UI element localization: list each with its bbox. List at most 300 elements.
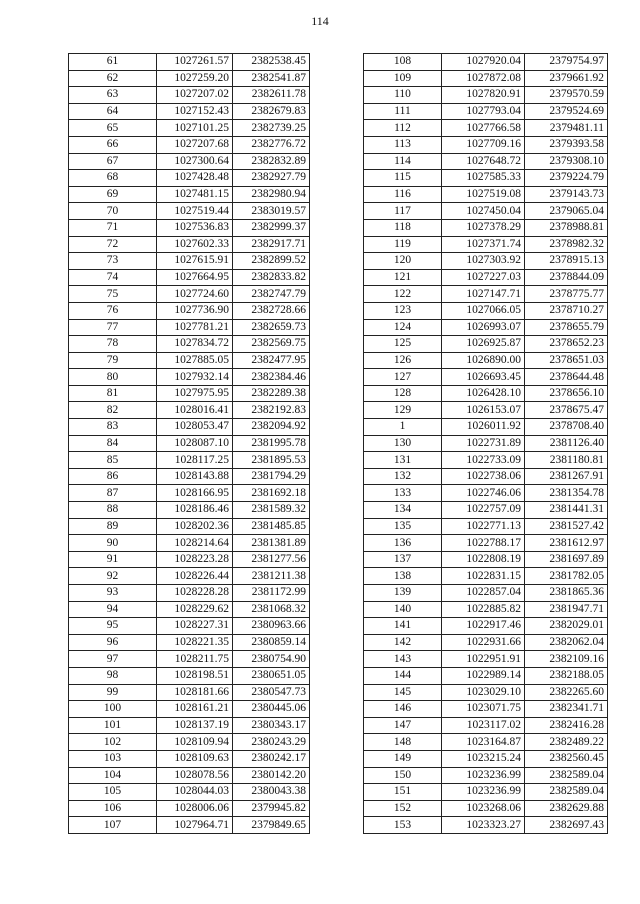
point-number-cell: 70 <box>69 203 157 220</box>
table-row <box>364 153 608 170</box>
y-coordinate-cell: 2380043.38 <box>233 784 310 801</box>
point-number-cell: 75 <box>69 286 157 303</box>
point-number-cell: 108 <box>364 54 442 71</box>
x-coordinate-cell: 1028053.47 <box>157 419 233 436</box>
x-coordinate-cell: 1026693.45 <box>442 369 525 386</box>
x-coordinate-cell: 1022831.15 <box>442 568 525 585</box>
table-row <box>364 402 608 419</box>
x-coordinate-cell: 1027820.91 <box>442 87 525 104</box>
y-coordinate-cell: 2381485.85 <box>233 518 310 535</box>
x-coordinate-cell: 1022738.06 <box>442 468 525 485</box>
table-row <box>69 601 310 618</box>
page-number: 114 <box>311 14 329 28</box>
y-coordinate-cell: 2382489.22 <box>525 734 608 751</box>
y-coordinate-cell: 2382739.25 <box>233 120 310 137</box>
table-row <box>69 452 310 469</box>
table-row <box>364 817 608 834</box>
table-row <box>364 87 608 104</box>
point-number-cell: 126 <box>364 352 442 369</box>
point-number-cell: 97 <box>69 651 157 668</box>
x-coordinate-cell: 1028078.56 <box>157 767 233 784</box>
point-number-cell: 80 <box>69 369 157 386</box>
table-row <box>69 103 310 120</box>
point-number-cell: 95 <box>69 618 157 635</box>
x-coordinate-cell: 1028016.41 <box>157 402 233 419</box>
y-coordinate-cell: 2379524.69 <box>525 103 608 120</box>
table-row <box>364 219 608 236</box>
y-coordinate-cell: 2380754.90 <box>233 651 310 668</box>
x-coordinate-cell: 1028186.46 <box>157 502 233 519</box>
x-coordinate-cell: 1022885.82 <box>442 601 525 618</box>
table-row <box>364 502 608 519</box>
y-coordinate-cell: 2381441.31 <box>525 502 608 519</box>
y-coordinate-cell: 2381126.40 <box>525 435 608 452</box>
table-row <box>69 170 310 187</box>
table-row <box>69 319 310 336</box>
table-body-right <box>364 54 608 834</box>
y-coordinate-cell: 2381180.81 <box>525 452 608 469</box>
table-row <box>364 684 608 701</box>
point-number-cell: 148 <box>364 734 442 751</box>
point-number-cell: 140 <box>364 601 442 618</box>
x-coordinate-cell: 1027519.44 <box>157 203 233 220</box>
point-number-cell: 136 <box>364 535 442 552</box>
point-number-cell: 63 <box>69 87 157 104</box>
table-row <box>69 369 310 386</box>
y-coordinate-cell: 2382927.79 <box>233 170 310 187</box>
y-coordinate-cell: 2382629.88 <box>525 800 608 817</box>
x-coordinate-cell: 1027066.05 <box>442 302 525 319</box>
x-coordinate-cell: 1026011.92 <box>442 419 525 436</box>
x-coordinate-cell: 1027300.64 <box>157 153 233 170</box>
x-coordinate-cell: 1023268.06 <box>442 800 525 817</box>
table-row <box>364 551 608 568</box>
point-number-cell: 103 <box>69 750 157 767</box>
table-row <box>69 435 310 452</box>
table-body-left <box>69 54 310 834</box>
table-row <box>364 269 608 286</box>
y-coordinate-cell: 2382776.72 <box>233 136 310 153</box>
point-number-cell: 73 <box>69 253 157 270</box>
table-row <box>364 750 608 767</box>
x-coordinate-cell: 1028044.03 <box>157 784 233 801</box>
point-number-cell: 68 <box>69 170 157 187</box>
y-coordinate-cell: 2381782.05 <box>525 568 608 585</box>
y-coordinate-cell: 2381381.89 <box>233 535 310 552</box>
point-number-cell: 133 <box>364 485 442 502</box>
x-coordinate-cell: 1027932.14 <box>157 369 233 386</box>
x-coordinate-cell: 1028181.66 <box>157 684 233 701</box>
x-coordinate-cell: 1027975.95 <box>157 385 233 402</box>
table-row <box>364 452 608 469</box>
x-coordinate-cell: 1022771.13 <box>442 518 525 535</box>
x-coordinate-cell: 1027766.58 <box>442 120 525 137</box>
point-number-cell: 91 <box>69 551 157 568</box>
y-coordinate-cell: 2380651.05 <box>233 667 310 684</box>
table-row <box>69 684 310 701</box>
y-coordinate-cell: 2379849.65 <box>233 817 310 834</box>
table-row <box>69 485 310 502</box>
table-row <box>364 54 608 71</box>
point-number-cell: 135 <box>364 518 442 535</box>
point-number-cell: 113 <box>364 136 442 153</box>
x-coordinate-cell: 1028214.64 <box>157 535 233 552</box>
point-number-cell: 118 <box>364 219 442 236</box>
x-coordinate-cell: 1028223.28 <box>157 551 233 568</box>
y-coordinate-cell: 2381589.32 <box>233 502 310 519</box>
table-row <box>69 618 310 635</box>
point-number-cell: 138 <box>364 568 442 585</box>
y-coordinate-cell: 2380859.14 <box>233 634 310 651</box>
point-number-cell: 132 <box>364 468 442 485</box>
point-number-cell: 101 <box>69 717 157 734</box>
x-coordinate-cell: 1027648.72 <box>442 153 525 170</box>
point-number-cell: 67 <box>69 153 157 170</box>
x-coordinate-cell: 1027724.60 <box>157 286 233 303</box>
y-coordinate-cell: 2382899.52 <box>233 253 310 270</box>
y-coordinate-cell: 2382109.16 <box>525 651 608 668</box>
point-number-cell: 85 <box>69 452 157 469</box>
y-coordinate-cell: 2381895.53 <box>233 452 310 469</box>
x-coordinate-cell: 1022757.09 <box>442 502 525 519</box>
y-coordinate-cell: 2382980.94 <box>233 186 310 203</box>
point-number-cell: 89 <box>69 518 157 535</box>
table-row <box>69 651 310 668</box>
x-coordinate-cell: 1022808.19 <box>442 551 525 568</box>
x-coordinate-cell: 1023164.87 <box>442 734 525 751</box>
point-number-cell: 76 <box>69 302 157 319</box>
y-coordinate-cell: 2378655.79 <box>525 319 608 336</box>
table-row <box>69 336 310 353</box>
y-coordinate-cell: 2379570.59 <box>525 87 608 104</box>
point-number-cell: 117 <box>364 203 442 220</box>
point-number-cell: 153 <box>364 817 442 834</box>
y-coordinate-cell: 2382611.78 <box>233 87 310 104</box>
table-row <box>69 136 310 153</box>
point-number-cell: 130 <box>364 435 442 452</box>
x-coordinate-cell: 1028006.06 <box>157 800 233 817</box>
point-number-cell: 146 <box>364 701 442 718</box>
table-row <box>69 784 310 801</box>
table-row <box>69 568 310 585</box>
x-coordinate-cell: 1027736.90 <box>157 302 233 319</box>
table-row <box>69 734 310 751</box>
x-coordinate-cell: 1027615.91 <box>157 253 233 270</box>
x-coordinate-cell: 1028211.75 <box>157 651 233 668</box>
y-coordinate-cell: 2381267.91 <box>525 468 608 485</box>
x-coordinate-cell: 1028117.25 <box>157 452 233 469</box>
x-coordinate-cell: 1023323.27 <box>442 817 525 834</box>
table-row <box>364 601 608 618</box>
table-row <box>364 253 608 270</box>
y-coordinate-cell: 2380547.73 <box>233 684 310 701</box>
table-row <box>69 518 310 535</box>
table-row <box>364 585 608 602</box>
table-row <box>364 667 608 684</box>
table-row <box>364 800 608 817</box>
point-number-cell: 119 <box>364 236 442 253</box>
table-row <box>69 54 310 71</box>
table-row <box>364 336 608 353</box>
table-row <box>364 568 608 585</box>
x-coordinate-cell: 1027602.33 <box>157 236 233 253</box>
point-number-cell: 122 <box>364 286 442 303</box>
point-number-cell: 72 <box>69 236 157 253</box>
y-coordinate-cell: 2380243.29 <box>233 734 310 751</box>
y-coordinate-cell: 2378844.09 <box>525 269 608 286</box>
x-coordinate-cell: 1027709.16 <box>442 136 525 153</box>
x-coordinate-cell: 1023236.99 <box>442 784 525 801</box>
x-coordinate-cell: 1023215.24 <box>442 750 525 767</box>
point-number-cell: 98 <box>69 667 157 684</box>
x-coordinate-cell: 1026925.87 <box>442 336 525 353</box>
point-number-cell: 147 <box>364 717 442 734</box>
y-coordinate-cell: 2382289.38 <box>233 385 310 402</box>
point-number-cell: 141 <box>364 618 442 635</box>
point-number-cell: 129 <box>364 402 442 419</box>
y-coordinate-cell: 2381068.32 <box>233 601 310 618</box>
y-coordinate-cell: 2378652.23 <box>525 336 608 353</box>
x-coordinate-cell: 1028227.31 <box>157 618 233 635</box>
table-row <box>69 120 310 137</box>
table-row <box>364 103 608 120</box>
table-row <box>364 120 608 137</box>
x-coordinate-cell: 1028109.63 <box>157 750 233 767</box>
x-coordinate-cell: 1027519.08 <box>442 186 525 203</box>
table-row <box>364 236 608 253</box>
table-row <box>69 535 310 552</box>
y-coordinate-cell: 2379481.11 <box>525 120 608 137</box>
table-row <box>69 701 310 718</box>
point-number-cell: 104 <box>69 767 157 784</box>
x-coordinate-cell: 1027371.74 <box>442 236 525 253</box>
table-row <box>69 236 310 253</box>
y-coordinate-cell: 2378988.81 <box>525 219 608 236</box>
x-coordinate-cell: 1027207.68 <box>157 136 233 153</box>
point-number-cell: 124 <box>364 319 442 336</box>
y-coordinate-cell: 2380963.66 <box>233 618 310 635</box>
point-number-cell: 106 <box>69 800 157 817</box>
x-coordinate-cell: 1027207.02 <box>157 87 233 104</box>
x-coordinate-cell: 1023071.75 <box>442 701 525 718</box>
point-number-cell: 137 <box>364 551 442 568</box>
table-row <box>69 87 310 104</box>
point-number-cell: 92 <box>69 568 157 585</box>
x-coordinate-cell: 1028198.51 <box>157 667 233 684</box>
y-coordinate-cell: 2379393.58 <box>525 136 608 153</box>
point-number-cell: 66 <box>69 136 157 153</box>
point-number-cell: 86 <box>69 468 157 485</box>
table-row <box>69 750 310 767</box>
y-coordinate-cell: 2382560.45 <box>525 750 608 767</box>
point-number-cell: 127 <box>364 369 442 386</box>
x-coordinate-cell: 1027101.25 <box>157 120 233 137</box>
y-coordinate-cell: 2378710.27 <box>525 302 608 319</box>
y-coordinate-cell: 2378644.48 <box>525 369 608 386</box>
table-row <box>364 518 608 535</box>
x-coordinate-cell: 1026890.00 <box>442 352 525 369</box>
y-coordinate-cell: 2381211.38 <box>233 568 310 585</box>
y-coordinate-cell: 2382538.45 <box>233 54 310 71</box>
point-number-cell: 69 <box>69 186 157 203</box>
table-row <box>69 153 310 170</box>
table-row <box>69 286 310 303</box>
point-number-cell: 65 <box>69 120 157 137</box>
y-coordinate-cell: 2382416.28 <box>525 717 608 734</box>
point-number-cell: 152 <box>364 800 442 817</box>
y-coordinate-cell: 2378651.03 <box>525 352 608 369</box>
x-coordinate-cell: 1027781.21 <box>157 319 233 336</box>
point-number-cell: 87 <box>69 485 157 502</box>
point-number-cell: 71 <box>69 219 157 236</box>
point-number-cell: 102 <box>69 734 157 751</box>
y-coordinate-cell: 2382265.60 <box>525 684 608 701</box>
x-coordinate-cell: 1027450.04 <box>442 203 525 220</box>
x-coordinate-cell: 1028229.62 <box>157 601 233 618</box>
table-row <box>69 817 310 834</box>
x-coordinate-cell: 1028137.19 <box>157 717 233 734</box>
y-coordinate-cell: 2380445.06 <box>233 701 310 718</box>
table-row <box>364 186 608 203</box>
x-coordinate-cell: 1028228.28 <box>157 585 233 602</box>
x-coordinate-cell: 1027664.95 <box>157 269 233 286</box>
table-row <box>69 385 310 402</box>
y-coordinate-cell: 2380242.17 <box>233 750 310 767</box>
point-number-cell: 116 <box>364 186 442 203</box>
table-row <box>69 717 310 734</box>
point-number-cell: 143 <box>364 651 442 668</box>
point-number-cell: 79 <box>69 352 157 369</box>
point-number-cell: 151 <box>364 784 442 801</box>
y-coordinate-cell: 2378708.40 <box>525 419 608 436</box>
x-coordinate-cell: 1028202.36 <box>157 518 233 535</box>
x-coordinate-cell: 1027793.04 <box>442 103 525 120</box>
x-coordinate-cell: 1028087.10 <box>157 435 233 452</box>
table-row <box>364 319 608 336</box>
y-coordinate-cell: 2381172.99 <box>233 585 310 602</box>
y-coordinate-cell: 2380142.20 <box>233 767 310 784</box>
y-coordinate-cell: 2381612.97 <box>525 535 608 552</box>
point-number-cell: 139 <box>364 585 442 602</box>
table-row <box>364 419 608 436</box>
point-number-cell: 100 <box>69 701 157 718</box>
y-coordinate-cell: 2382341.71 <box>525 701 608 718</box>
x-coordinate-cell: 1028226.44 <box>157 568 233 585</box>
y-coordinate-cell: 2381692.18 <box>233 485 310 502</box>
point-number-cell: 120 <box>364 253 442 270</box>
point-number-cell: 61 <box>69 54 157 71</box>
table-row <box>364 618 608 635</box>
table-row <box>364 435 608 452</box>
table-row <box>364 634 608 651</box>
x-coordinate-cell: 1026153.07 <box>442 402 525 419</box>
point-number-cell: 125 <box>364 336 442 353</box>
y-coordinate-cell: 2381794.29 <box>233 468 310 485</box>
x-coordinate-cell: 1027227.03 <box>442 269 525 286</box>
y-coordinate-cell: 2379661.92 <box>525 70 608 87</box>
point-number-cell: 83 <box>69 419 157 436</box>
x-coordinate-cell: 1028143.88 <box>157 468 233 485</box>
point-number-cell: 110 <box>364 87 442 104</box>
table-row <box>364 701 608 718</box>
table-row <box>69 667 310 684</box>
x-coordinate-cell: 1028221.35 <box>157 634 233 651</box>
x-coordinate-cell: 1022733.09 <box>442 452 525 469</box>
point-number-cell: 99 <box>69 684 157 701</box>
table-row <box>364 734 608 751</box>
point-number-cell: 94 <box>69 601 157 618</box>
x-coordinate-cell: 1022746.06 <box>442 485 525 502</box>
table-row <box>69 767 310 784</box>
x-coordinate-cell: 1028166.95 <box>157 485 233 502</box>
point-number-cell: 150 <box>364 767 442 784</box>
point-number-cell: 145 <box>364 684 442 701</box>
point-number-cell: 1 <box>364 419 442 436</box>
point-number-cell: 77 <box>69 319 157 336</box>
x-coordinate-cell: 1022788.17 <box>442 535 525 552</box>
coordinates-table-right <box>363 53 608 834</box>
point-number-cell: 74 <box>69 269 157 286</box>
point-number-cell: 105 <box>69 784 157 801</box>
point-number-cell: 144 <box>364 667 442 684</box>
x-coordinate-cell: 1022917.46 <box>442 618 525 635</box>
point-number-cell: 82 <box>69 402 157 419</box>
y-coordinate-cell: 2379754.97 <box>525 54 608 71</box>
y-coordinate-cell: 2378675.47 <box>525 402 608 419</box>
table-row <box>69 585 310 602</box>
x-coordinate-cell: 1023117.02 <box>442 717 525 734</box>
table-row <box>364 170 608 187</box>
y-coordinate-cell: 2382541.87 <box>233 70 310 87</box>
x-coordinate-cell: 1022931.66 <box>442 634 525 651</box>
x-coordinate-cell: 1026993.07 <box>442 319 525 336</box>
table-row <box>364 784 608 801</box>
table-row <box>364 302 608 319</box>
table-row <box>364 369 608 386</box>
x-coordinate-cell: 1027147.71 <box>442 286 525 303</box>
y-coordinate-cell: 2379224.79 <box>525 170 608 187</box>
table-row <box>69 800 310 817</box>
point-number-cell: 114 <box>364 153 442 170</box>
y-coordinate-cell: 2382569.75 <box>233 336 310 353</box>
table-row <box>364 352 608 369</box>
y-coordinate-cell: 2379143.73 <box>525 186 608 203</box>
table-row <box>69 419 310 436</box>
table-row <box>364 385 608 402</box>
point-number-cell: 88 <box>69 502 157 519</box>
table-row <box>364 651 608 668</box>
x-coordinate-cell: 1027378.29 <box>442 219 525 236</box>
table-row <box>364 136 608 153</box>
x-coordinate-cell: 1027259.20 <box>157 70 233 87</box>
table-row <box>69 402 310 419</box>
table-row <box>69 70 310 87</box>
table-row <box>69 352 310 369</box>
y-coordinate-cell: 2381865.36 <box>525 585 608 602</box>
y-coordinate-cell: 2382833.82 <box>233 269 310 286</box>
y-coordinate-cell: 2379308.10 <box>525 153 608 170</box>
y-coordinate-cell: 2383019.57 <box>233 203 310 220</box>
x-coordinate-cell: 1023029.10 <box>442 684 525 701</box>
table-row <box>69 269 310 286</box>
table-row <box>69 219 310 236</box>
y-coordinate-cell: 2382192.83 <box>233 402 310 419</box>
point-number-cell: 81 <box>69 385 157 402</box>
x-coordinate-cell: 1027872.08 <box>442 70 525 87</box>
x-coordinate-cell: 1027920.04 <box>442 54 525 71</box>
point-number-cell: 149 <box>364 750 442 767</box>
y-coordinate-cell: 2382029.01 <box>525 618 608 635</box>
